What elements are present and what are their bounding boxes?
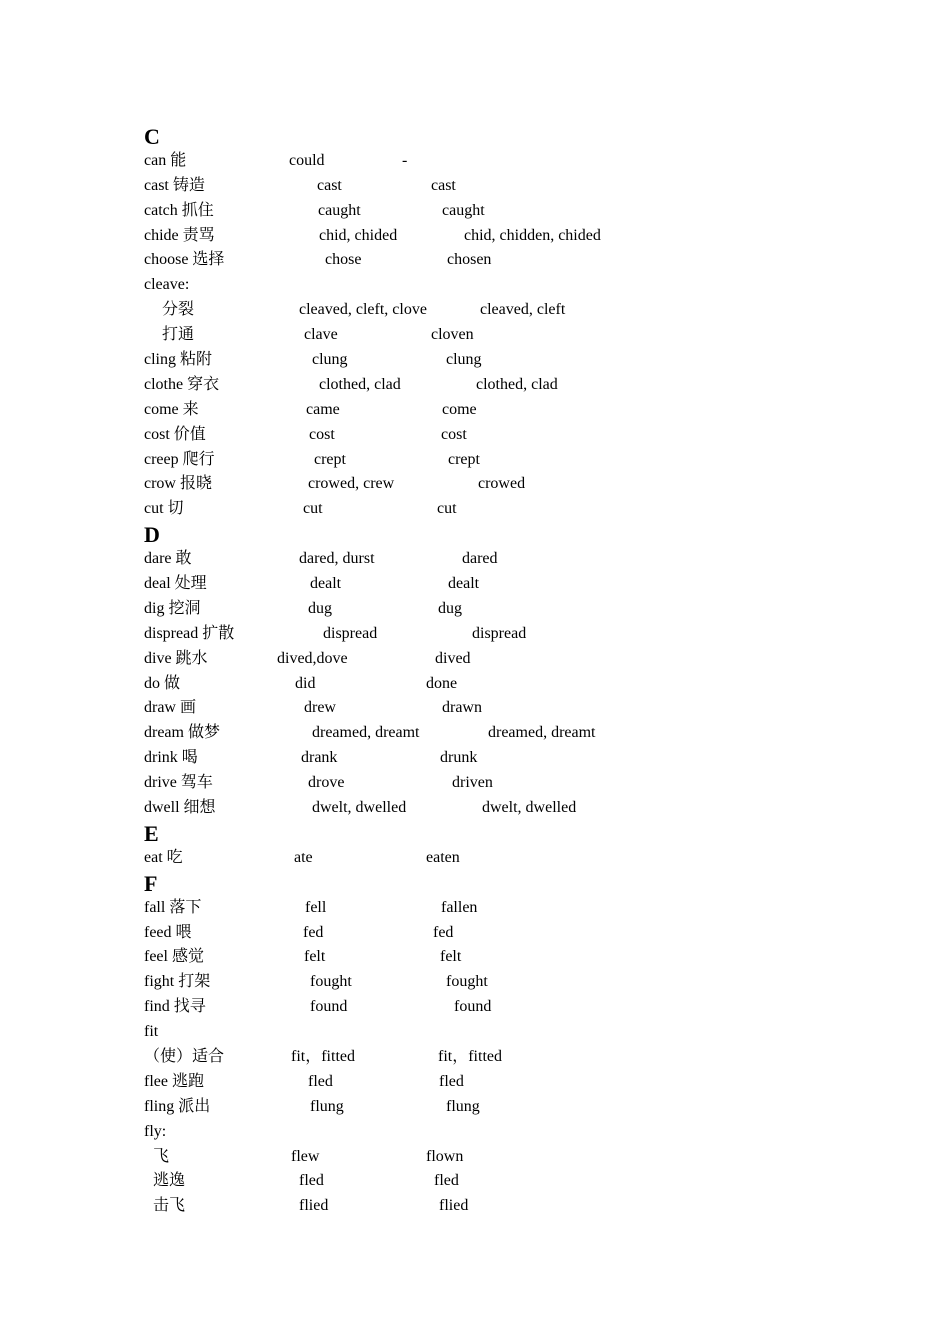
verb-past-tense: dreamed, dreamt	[312, 724, 420, 742]
verb-past-participle: fallen	[441, 898, 478, 916]
verb-row	[144, 746, 844, 771]
verb-past-participle: done	[426, 674, 458, 692]
verb-base-form: fly:	[144, 1122, 167, 1140]
verb-past-tense: crowed, crew	[308, 475, 395, 493]
verb-row	[144, 373, 844, 398]
verb-row	[144, 472, 844, 497]
verb-base-form: dwell 细想	[144, 799, 216, 817]
verb-past-tense: caught	[318, 201, 361, 219]
verb-past-participle: dived	[435, 649, 471, 667]
verb-base-form: dive 跳水	[144, 649, 208, 667]
verb-row	[144, 1120, 844, 1145]
section-letter: D	[144, 522, 160, 548]
verb-past-participle: clung	[446, 351, 482, 369]
verb-base-form: 分裂	[162, 301, 195, 319]
verb-base-form: deal 处理	[144, 575, 207, 593]
verb-row	[144, 1070, 844, 1095]
verb-past-participle: flung	[446, 1097, 480, 1115]
verb-past-tense: dug	[308, 599, 332, 617]
verb-past-participle: chid, chidden, chided	[464, 226, 601, 244]
verb-row	[144, 945, 844, 970]
verb-row	[144, 149, 844, 174]
verb-past-participle: fled	[439, 1072, 464, 1090]
verb-past-participle: driven	[452, 774, 493, 792]
verb-row	[144, 248, 844, 273]
verb-base-form: drink 喝	[144, 749, 198, 767]
verb-past-participle: fought	[446, 973, 488, 991]
verb-row	[144, 771, 844, 796]
verb-past-participle: felt	[440, 948, 462, 966]
verb-past-tense: flung	[310, 1097, 344, 1115]
verb-base-form: do 做	[144, 674, 181, 692]
verb-past-tense: felt	[304, 948, 326, 966]
verb-base-form: chide 责骂	[144, 226, 215, 244]
verb-base-form: catch 抓住	[144, 201, 214, 219]
verb-past-tense: clung	[312, 351, 348, 369]
verb-past-tense: fed	[303, 923, 324, 941]
verb-row	[144, 1020, 844, 1045]
verb-past-participle: dreamed, dreamt	[488, 724, 596, 742]
verb-past-participle: fit，fitted	[438, 1047, 502, 1065]
verb-past-participle: fled	[434, 1172, 459, 1190]
verb-table-document	[144, 124, 844, 1219]
verb-base-form: dispread 扩散	[144, 624, 235, 642]
verb-past-tense: flied	[299, 1197, 329, 1215]
verb-base-form: cleave:	[144, 276, 190, 294]
verb-base-form: 逃逸	[153, 1172, 186, 1190]
verb-past-participle: eaten	[426, 848, 460, 866]
verb-past-tense: could	[289, 151, 325, 169]
verb-past-tense: cast	[317, 176, 342, 194]
verb-row	[144, 1169, 844, 1194]
verb-row	[144, 497, 844, 522]
verb-row	[144, 448, 844, 473]
verb-past-tense: clothed, clad	[319, 375, 401, 393]
verb-past-participle: cost	[441, 425, 467, 443]
verb-row	[144, 696, 844, 721]
verb-past-tense: cleaved, cleft, clove	[299, 301, 427, 319]
verb-past-participle: cast	[431, 176, 456, 194]
verb-row	[144, 970, 844, 995]
verb-past-participle: flown	[426, 1147, 464, 1165]
verb-base-form: fight 打架	[144, 973, 211, 991]
verb-past-tense: flew	[291, 1147, 320, 1165]
verb-base-form: can 能	[144, 151, 187, 169]
verb-past-tense: ate	[294, 848, 313, 866]
verb-row	[144, 896, 844, 921]
verb-past-tense: drew	[304, 699, 336, 717]
verb-past-participle: fed	[433, 923, 454, 941]
verb-past-participle: clothed, clad	[476, 375, 558, 393]
verb-row	[144, 174, 844, 199]
verb-past-participle: flied	[439, 1197, 469, 1215]
verb-base-form: drive 驾车	[144, 774, 213, 792]
verb-base-form: creep 爬行	[144, 450, 215, 468]
verb-past-participle: crowed	[478, 475, 526, 493]
verb-base-form: find 找寻	[144, 998, 206, 1016]
verb-past-tense: chid, chided	[319, 226, 398, 244]
verb-row	[144, 298, 844, 323]
verb-past-participle: found	[454, 998, 492, 1016]
verb-row	[144, 995, 844, 1020]
verb-row	[144, 348, 844, 373]
verb-row	[144, 597, 844, 622]
verb-base-form: feed 喂	[144, 923, 192, 941]
verb-base-form: fit	[144, 1023, 159, 1041]
verb-past-participle: dealt	[448, 575, 480, 593]
verb-past-tense: chose	[325, 251, 362, 269]
verb-base-form: dare 敢	[144, 550, 192, 568]
section-letter: F	[144, 870, 158, 896]
verb-past-participle: chosen	[447, 251, 492, 269]
verb-row	[144, 572, 844, 597]
verb-base-form: come 来	[144, 400, 199, 418]
verb-past-participle: cleaved, cleft	[480, 301, 566, 319]
verb-past-participle: dared	[462, 550, 498, 568]
verb-past-participle: cloven	[431, 326, 474, 344]
verb-base-form: feel 感觉	[144, 948, 204, 966]
verb-past-tense: drove	[308, 774, 345, 792]
verb-base-form: draw 画	[144, 699, 196, 717]
verb-past-tense: dealt	[310, 575, 342, 593]
verb-past-participle: drunk	[440, 749, 478, 767]
verb-past-tense: crept	[314, 450, 346, 468]
verb-base-form: cut 切	[144, 500, 184, 518]
verb-base-form: dream 做梦	[144, 724, 220, 742]
verb-base-form: crow 报晓	[144, 475, 212, 493]
verb-base-form: fling 派出	[144, 1097, 211, 1115]
verb-base-form: cost 价值	[144, 425, 206, 443]
verb-row	[144, 398, 844, 423]
verb-past-tense: fled	[299, 1172, 324, 1190]
section-letter: C	[144, 124, 160, 149]
verb-past-tense: fought	[310, 973, 352, 991]
section-letter: E	[144, 820, 159, 846]
verb-past-tense: fit，fitted	[291, 1047, 355, 1065]
verb-past-tense: drank	[301, 749, 338, 767]
verb-past-participle: dispread	[472, 624, 527, 642]
verb-row	[144, 323, 844, 348]
verb-base-form: 打通	[162, 326, 195, 344]
verb-row	[144, 547, 844, 572]
verb-base-form: （使）适合	[144, 1047, 225, 1065]
verb-row	[144, 647, 844, 672]
verb-past-participle: crept	[448, 450, 480, 468]
verb-row	[144, 1095, 844, 1120]
verb-base-form: 飞	[153, 1147, 170, 1165]
verb-row	[144, 721, 844, 746]
verb-past-tense: cost	[309, 425, 335, 443]
verb-row	[144, 1045, 844, 1070]
verb-past-participle: caught	[442, 201, 485, 219]
verb-past-tense: found	[310, 998, 348, 1016]
verb-row	[144, 199, 844, 224]
verb-row	[144, 622, 844, 647]
verb-base-form: dig 挖洞	[144, 599, 201, 617]
verb-row	[144, 1145, 844, 1170]
verb-past-participle: come	[442, 400, 477, 418]
verb-past-tense: dived,dove	[277, 649, 348, 667]
verb-base-form: flee 逃跑	[144, 1072, 204, 1090]
verb-base-form: cast 铸造	[144, 176, 205, 194]
verb-past-tense: cut	[303, 500, 323, 518]
verb-past-participle: drawn	[442, 699, 482, 717]
verb-past-tense: did	[295, 674, 316, 692]
verb-past-tense: clave	[304, 326, 338, 344]
verb-past-participle: -	[402, 151, 408, 169]
verb-past-tense: dwelt, dwelled	[312, 799, 407, 817]
verb-row	[144, 423, 844, 448]
verb-row	[144, 224, 844, 249]
verb-past-participle: cut	[437, 500, 457, 518]
verb-past-tense: came	[306, 400, 340, 418]
verb-past-tense: dispread	[323, 624, 378, 642]
verb-past-tense: fled	[308, 1072, 333, 1090]
verb-row	[144, 672, 844, 697]
verb-base-form: 击飞	[153, 1197, 186, 1215]
verb-row	[144, 846, 844, 871]
verb-base-form: choose 选择	[144, 251, 225, 269]
verb-row	[144, 273, 844, 298]
verb-base-form: clothe 穿衣	[144, 375, 220, 393]
verb-base-form: cling 粘附	[144, 351, 212, 369]
verb-base-form: eat 吃	[144, 848, 183, 866]
verb-row	[144, 796, 844, 821]
verb-past-tense: dared, durst	[299, 550, 375, 568]
verb-row	[144, 921, 844, 946]
verb-past-participle: dwelt, dwelled	[482, 799, 577, 817]
verb-row	[144, 1194, 844, 1219]
verb-past-participle: dug	[438, 599, 462, 617]
verb-base-form: fall 落下	[144, 898, 202, 916]
verb-past-tense: fell	[305, 898, 327, 916]
